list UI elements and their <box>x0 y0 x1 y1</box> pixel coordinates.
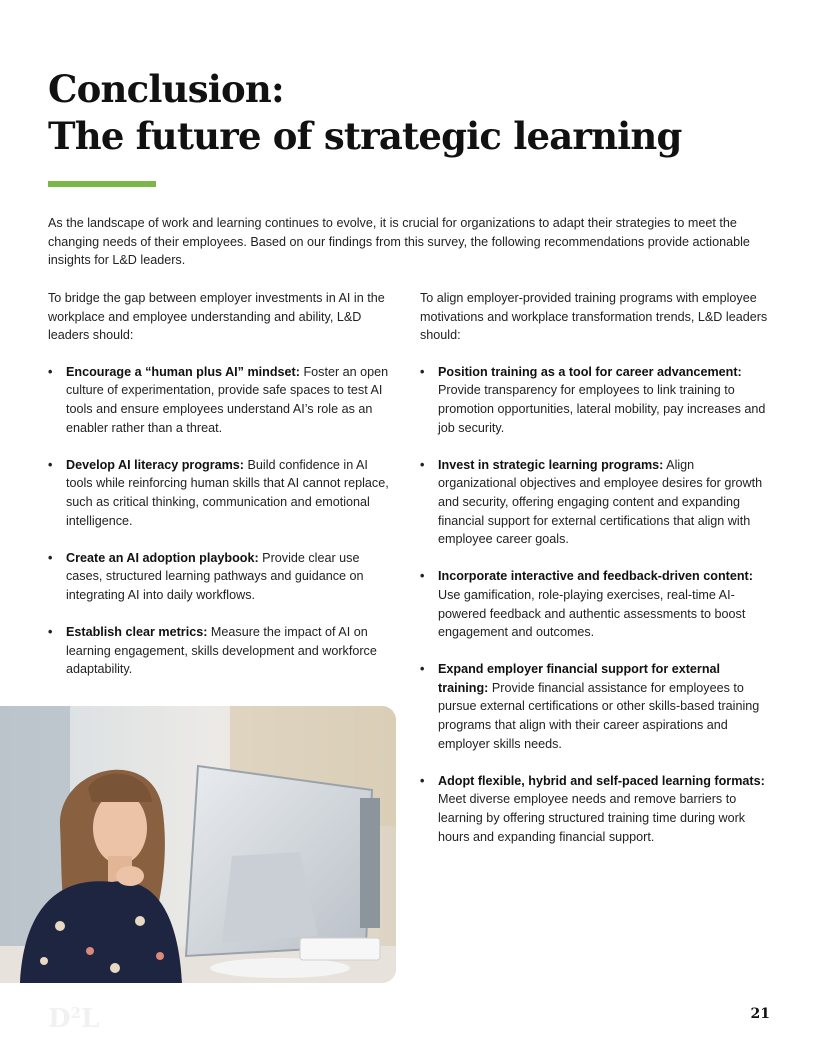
item-label: Position training as a tool for career advancement: <box>438 364 742 379</box>
item-text: Measure the impact of AI on learning engagement, skills development and workforce adaptability. <box>66 625 377 677</box>
bullet-icon: • <box>420 569 425 584</box>
d2l-logo <box>48 1004 99 1034</box>
list-item <box>420 660 772 753</box>
office-worker-photo <box>0 706 396 983</box>
item-text: Use gamification, role-playing exercises, real-time AI-powered feedback and authentic assessments to boost engagement and outcomes. <box>438 587 746 640</box>
item-label: Establish clear metrics: <box>66 625 208 640</box>
list-item <box>420 772 772 846</box>
bullet-icon: • <box>48 550 53 565</box>
right-recommendations-list <box>420 363 772 846</box>
page-title <box>48 66 768 160</box>
bullet-icon: • <box>420 457 425 472</box>
item-label: Incorporate interactive and feedback-driven content: <box>438 569 753 584</box>
item-text: Provide transparency for employees to link training to promotion opportunities, lateral mobility, pay increases and job security. <box>438 383 766 435</box>
list-item <box>420 456 772 549</box>
list-item <box>48 549 398 605</box>
item-text: Foster an open culture of experimentation, provide safe spaces to test AI tools and ensure employees understand AI’s role as an enabler rather than a threat. <box>66 364 389 435</box>
right-column-lead: To align employer-provided training programs with employee motivations and workplace transformation trends, L&D leaders should: <box>420 291 768 343</box>
accent-divider <box>48 181 156 187</box>
logo-letter-l: L <box>80 1004 100 1034</box>
bullet-icon: • <box>420 364 425 379</box>
page-number: 21 <box>750 1006 770 1022</box>
logo-letter-d: D <box>48 1004 71 1034</box>
item-label: Encourage a “human plus AI” mindset: <box>66 364 300 379</box>
bullet-icon: • <box>48 364 53 379</box>
list-item <box>48 363 398 437</box>
logo-superscript: 2 <box>70 1004 81 1022</box>
list-item <box>48 456 398 530</box>
left-column <box>48 289 398 697</box>
bullet-icon: • <box>48 625 53 640</box>
intro-paragraph: As the landscape of work and learning continues to evolve, it is crucial for organizations to adapt their strategies to meet the changing needs of their employees. Based on our findings from this survey, the following recommendations provide actionable insights for L&D leaders. <box>48 216 750 267</box>
item-text: Provide financial assistance for employees to pursue external certifications or other skills-based training programs that align with their career aspirations and employer skills needs. <box>438 680 760 751</box>
item-text: Provide clear use cases, structured learning pathways and guidance on integrating AI into daily workflows. <box>66 550 364 602</box>
item-text: Align organizational objectives and employee desires for growth and security, offering engaging content and expanding financial support for external certifications that align with employee career goals. <box>438 457 763 547</box>
title-line-2: The future of strategic learning <box>48 114 682 158</box>
left-column-lead: To bridge the gap between employer investments in AI in the workplace and employee understanding and ability, L&D leaders should: <box>48 291 385 343</box>
list-item <box>420 363 772 437</box>
item-text: Build confidence in AI tools while reinforcing human skills that AI cannot replace, such as critical thinking, communication and emotional intelligence. <box>66 457 389 528</box>
bullet-icon: • <box>420 773 425 788</box>
item-label: Invest in strategic learning programs: <box>438 457 664 472</box>
title-line-1: Conclusion: <box>48 67 284 111</box>
list-item <box>48 623 398 679</box>
bullet-icon: • <box>420 662 425 677</box>
list-item <box>420 567 772 641</box>
item-label: Expand employer financial support for external training: <box>438 662 721 695</box>
left-recommendations-list <box>48 363 398 679</box>
bullet-icon: • <box>48 457 53 472</box>
item-label: Adopt flexible, hybrid and self-paced learning formats: <box>438 773 765 788</box>
item-text: Meet diverse employee needs and remove barriers to learning by offering structured training time during work hours and expanding financial support. <box>438 792 746 844</box>
right-column <box>420 289 772 865</box>
item-label: Create an AI adoption playbook: <box>66 550 259 565</box>
item-label: Develop AI literacy programs: <box>66 457 245 472</box>
